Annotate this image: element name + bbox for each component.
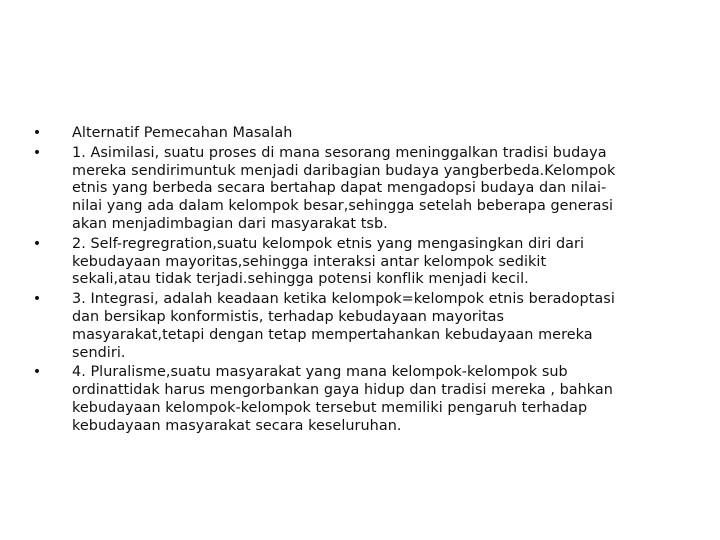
bullet-text-line: kebudayaan masyarakat secara keseluruhan. xyxy=(72,417,402,434)
bullet-item-asimilasi xyxy=(30,145,702,234)
bullet-text-line: Alternatif Pemecahan Masalah xyxy=(72,125,293,141)
bullet-text-line: akan menjadimbagian dari masyarakat tsb. xyxy=(72,215,388,232)
bullet-text-line: 2. Self-regregration,suatu kelompok etnis yang mengasingkan diri dari xyxy=(72,235,585,252)
bullet-text-line: etnis yang berbeda secara bertahap dapat mengadopsi budaya dan nilai- xyxy=(72,180,607,197)
bullet-text-line: sekali,atau tidak terjadi.sehingga potensi konflik menjadi kecil. xyxy=(72,271,529,288)
bullet-text-line: 4. Pluralisme,suatu masyarakat yang mana kelompok-kelompok sub xyxy=(72,364,568,381)
bullet-icon: • xyxy=(32,364,42,381)
bullet-icon: • xyxy=(32,125,42,141)
bullet-icon: • xyxy=(32,291,42,308)
bullet-item-pluralisme xyxy=(30,364,702,435)
bullet-text-line: ordinattidak harus mengorbankan gaya hidup dan tradisi mereka , bahkan xyxy=(72,382,613,399)
bullet-text-line: 1. Asimilasi, suatu proses di mana sesorang meninggalkan tradisi budaya xyxy=(72,144,607,161)
bullet-list xyxy=(30,125,702,438)
bullet-text-line: mereka sendirimuntuk menjadi daribagian budaya yangberbeda.Kelompok xyxy=(72,162,616,179)
bullet-text-line: dan bersikap konformistis, terhadap kebudayaan mayoritas xyxy=(72,308,505,325)
bullet-text-line: 3. Integrasi, adalah keadaan ketika kelompok=kelompok etnis beradoptasi xyxy=(72,291,615,308)
bullet-text-line: sendiri. xyxy=(72,344,126,361)
bullet-text-line: nilai yang ada dalam kelompok besar,sehingga setelah beberapa generasi xyxy=(72,198,614,215)
bullet-item-self-regregration xyxy=(30,236,702,289)
bullet-icon: • xyxy=(32,235,42,252)
bullet-icon: • xyxy=(32,144,42,161)
bullet-item-integrasi xyxy=(30,291,702,362)
bullet-text-line: kebudayaan kelompok-kelompok tersebut memiliki pengaruh terhadap xyxy=(72,399,588,416)
bullet-item-heading xyxy=(30,125,702,143)
bullet-text-line: kebudayaan mayoritas,sehingga interaksi antar kelompok sedikit xyxy=(72,253,547,270)
bullet-text-line: masyarakat,tetapi dengan tetap mempertahankan kebudayaan mereka xyxy=(72,326,593,343)
